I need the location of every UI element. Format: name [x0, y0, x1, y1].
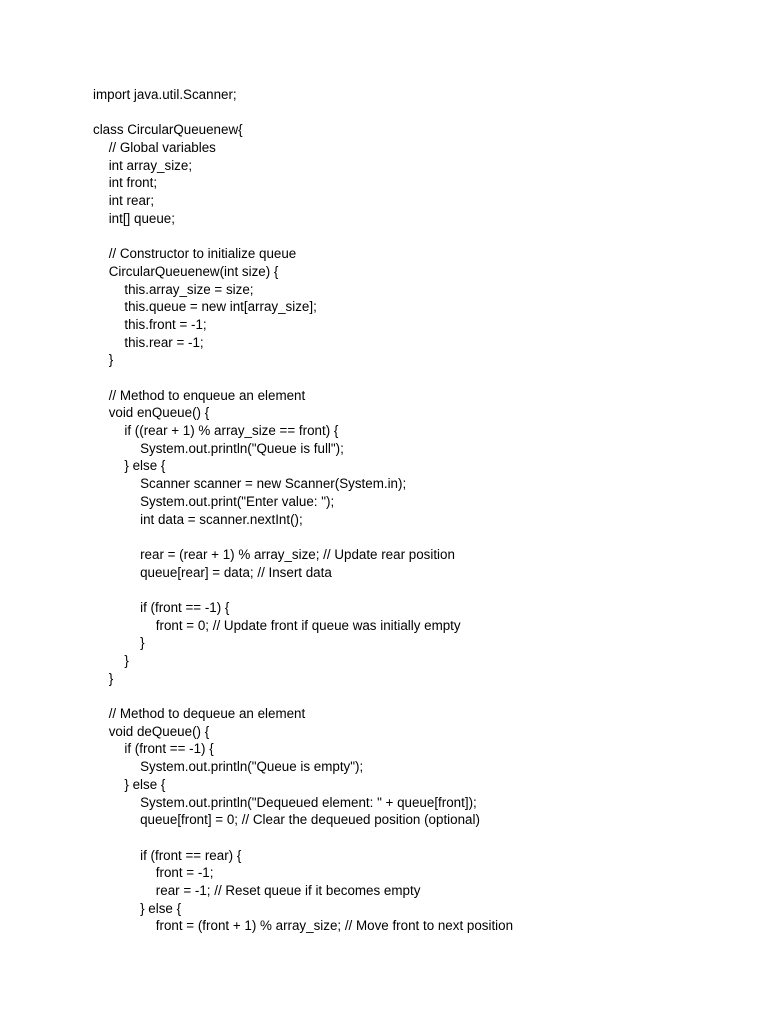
- code-line: } else {: [140, 900, 182, 916]
- code-line: void deQueue() {: [108, 723, 210, 739]
- code-line: front = (front + 1) % array_size; // Move front to next position: [155, 918, 514, 934]
- code-line: int array_size;: [108, 157, 193, 173]
- code-line: System.out.print("Enter value: ");: [140, 493, 335, 509]
- code-line: }: [108, 352, 114, 368]
- code-line: int rear;: [108, 193, 155, 209]
- code-line: rear = -1; // Reset queue if it becomes empty: [155, 882, 421, 898]
- code-line: front = -1;: [155, 865, 214, 881]
- blank-line: [93, 369, 753, 387]
- code-line: this.front = -1;: [124, 316, 207, 332]
- blank-line: [93, 528, 753, 546]
- code-line: if ((rear + 1) % array_size == front) {: [124, 423, 339, 439]
- code-line: this.array_size = size;: [124, 281, 254, 297]
- blank-line: [93, 228, 753, 246]
- code-line: Scanner scanner = new Scanner(System.in);: [140, 476, 407, 492]
- code-line: this.rear = -1;: [124, 334, 204, 350]
- code-line: if (front == rear) {: [140, 847, 242, 863]
- code-line: rear = (rear + 1) % array_size; // Update rear position: [140, 546, 455, 562]
- code-line: if (front == -1) {: [140, 599, 230, 615]
- code-line: import java.util.Scanner;: [93, 87, 237, 102]
- blank-line: [93, 104, 753, 122]
- code-line: int data = scanner.nextInt();: [140, 511, 303, 527]
- code-line: System.out.println("Queue is full");: [140, 440, 344, 456]
- blank-line: [93, 829, 753, 847]
- blank-line: [93, 687, 753, 705]
- code-line: System.out.println("Dequeued element: " + queue[front]);: [140, 794, 477, 810]
- code-line: System.out.println("Queue is empty");: [140, 759, 364, 775]
- code-listing: [93, 86, 753, 935]
- code-line: CircularQueuenew(int size) {: [108, 263, 279, 279]
- code-line: queue[rear] = data; // Insert data: [140, 564, 332, 580]
- code-line: int[] queue;: [108, 210, 175, 226]
- code-line: // Method to dequeue an element: [108, 706, 306, 722]
- code-line: if (front == -1) {: [124, 741, 214, 757]
- code-line: } else {: [124, 776, 166, 792]
- code-line: front = 0; // Update front if queue was initially empty: [155, 617, 461, 633]
- code-line: int front;: [108, 175, 158, 191]
- code-line: }: [108, 670, 114, 686]
- code-line: }: [140, 635, 145, 651]
- code-line: }: [124, 653, 129, 668]
- code-line: void enQueue() {: [108, 405, 210, 421]
- code-line: this.queue = new int[array_size];: [124, 299, 317, 315]
- code-line: // Global variables: [108, 140, 216, 156]
- code-line: class CircularQueuenew{: [93, 122, 243, 138]
- code-line: queue[front] = 0; // Clear the dequeued position (optional): [140, 812, 480, 828]
- blank-line: [93, 581, 753, 599]
- code-line: // Method to enqueue an element: [108, 387, 306, 403]
- code-line: // Constructor to initialize queue: [108, 246, 297, 262]
- code-line: } else {: [124, 458, 166, 474]
